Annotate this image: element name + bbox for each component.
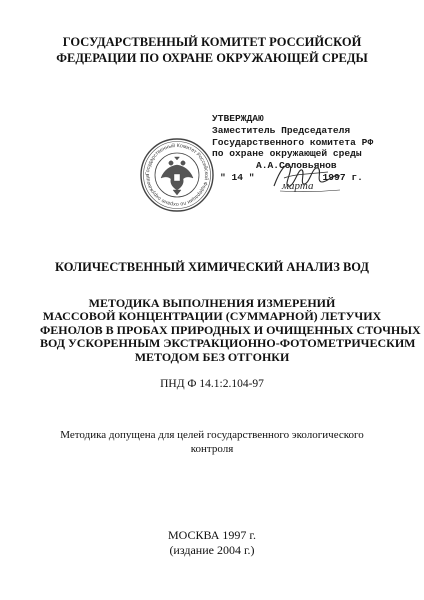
approval-position-line-2: Государственного комитета РФ (212, 136, 374, 148)
svg-text:марта: марта (282, 180, 314, 192)
approval-date-day: " 14 " (220, 171, 255, 183)
publication-edition: (издание 2004 г.) (169, 543, 255, 557)
method-title (40, 296, 421, 364)
double-headed-eagle-icon (161, 157, 193, 195)
approval-heading: УТВЕРЖДАЮ (212, 113, 264, 124)
official-seal (138, 136, 216, 214)
method-title-line-2: МАССОВОЙ КОНЦЕНТРАЦИИ (СУММАРНОЙ) ЛЕТУЧИХ (42, 309, 382, 324)
analysis-category: КОЛИЧЕСТВЕННЫЙ ХИМИЧЕСКИЙ АНАЛИЗ ВОД (54, 260, 370, 274)
seal-ring-text: Государственный Комитет Российской Федерации по охране окружающе (144, 142, 210, 208)
approval-position-line-1: Заместитель Председателя (212, 124, 351, 136)
approval-date-year: 1997 г. (322, 171, 363, 183)
organization-line-1: ГОСУДАРСТВЕННЫЙ КОМИТЕТ РОССИЙСКОЙ (62, 35, 362, 49)
publication-place (40, 528, 384, 558)
approval-position-line-3: по охране окружающей среды (212, 148, 362, 160)
admission-line-1: Методика допущена для целей государственного экологического (60, 429, 364, 441)
admission-note (40, 428, 384, 456)
organization-header (40, 34, 384, 66)
organization-line-2: ФЕДЕРАЦИИ ПО ОХРАНЕ ОКРУЖАЮЩЕЙ СРЕДЫ (56, 51, 368, 65)
method-title-line-5: МЕТОДОМ БЕЗ ОТГОНКИ (134, 349, 290, 364)
approval-signatory: А.А.Соловьянов (256, 160, 337, 172)
method-title-line-3: ФЕНОЛОВ В ПРОБАХ ПРИРОДНЫХ И ОЧИЩЕННЫХ СТОЧНЫХ (40, 322, 421, 337)
admission-line-2: контроля (190, 443, 234, 455)
publication-city-year: МОСКВА 1997 г. (168, 528, 256, 542)
method-title-line-1: МЕТОДИКА ВЫПОЛНЕНИЯ ИЗМЕРЕНИЙ (88, 296, 336, 310)
document-code: ПНД Ф 14.1:2.104-97 (160, 378, 264, 390)
method-title-line-4: ВОД УСКОРЕННЫМ ЭКСТРАКЦИОННО-ФОТОМЕТРИЧЕСКИМ (40, 336, 416, 351)
handwritten-date-month (278, 177, 342, 193)
